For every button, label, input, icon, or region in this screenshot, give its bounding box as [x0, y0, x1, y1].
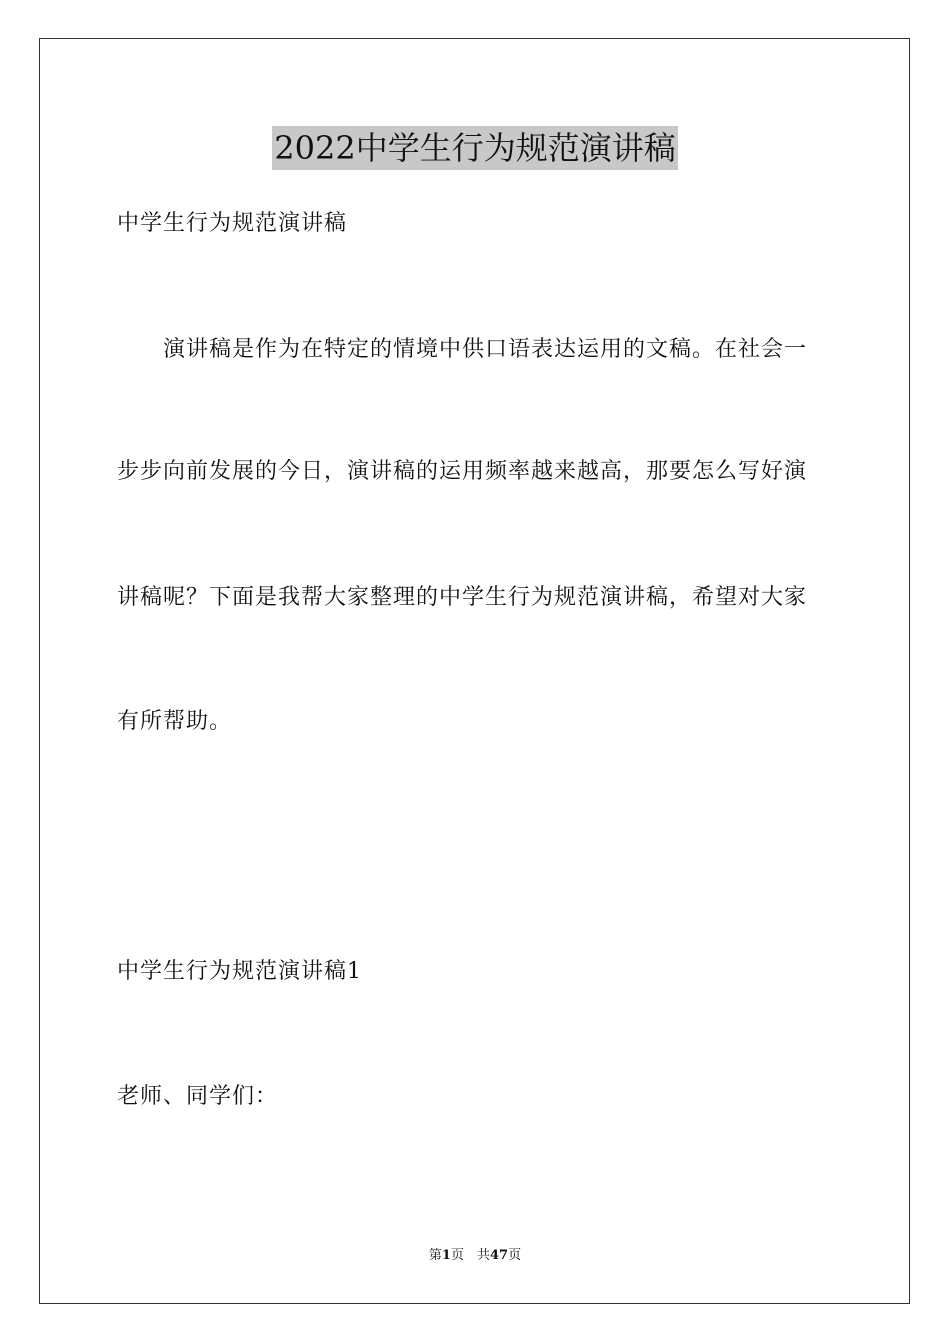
salutation: 老师、同学们：	[117, 1084, 279, 1109]
footer-prefix: 第	[428, 1248, 442, 1263]
intro-line-3: 讲稿呢？下面是我帮大家整理的中学生行为规范演讲稿，希望对大家	[117, 585, 808, 610]
footer-mid: 页 共	[450, 1248, 490, 1263]
page-footer	[0, 1247, 950, 1265]
footer-suffix: 页	[508, 1248, 522, 1263]
intro-line-1: 演讲稿是作为在特定的情境中供口语表达运用的文稿。在社会一	[163, 337, 808, 362]
footer-page-total: 47	[489, 1248, 509, 1263]
document-title: 2022中学生行为规范演讲稿	[272, 126, 677, 170]
intro-line-2: 步步向前发展的今日，演讲稿的运用频率越来越高，那要怎么写好演	[117, 459, 808, 484]
title-container	[0, 126, 950, 170]
document-subtitle: 中学生行为规范演讲稿	[117, 211, 348, 236]
section-heading: 中学生行为规范演讲稿1	[117, 959, 362, 984]
intro-line-4: 有所帮助。	[117, 709, 233, 734]
footer-page-current: 1	[441, 1248, 451, 1263]
